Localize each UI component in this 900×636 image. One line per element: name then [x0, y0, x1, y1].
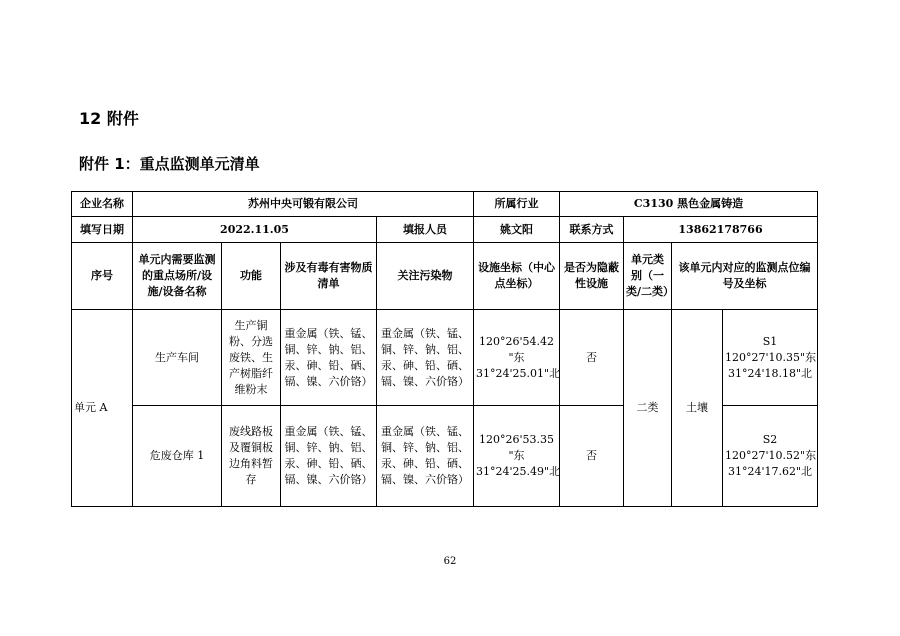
subsection-title: 附件 1：重点监测单元清单: [79, 155, 260, 173]
point-coord: 31°24'18.18"北: [727, 366, 813, 380]
table-row: [72, 310, 818, 406]
contact-value: 13862178766: [624, 217, 818, 243]
coord-line: 31°24'25.01"北: [476, 366, 561, 380]
col-coords: 设施坐标（中心点坐标）: [474, 243, 560, 310]
hidden-flag: 否: [560, 406, 624, 507]
coord-line: 120°26'53.35: [478, 433, 554, 446]
monitoring-point: [723, 310, 818, 406]
col-pollutants: 关注污染物: [377, 243, 474, 310]
function-text: 生产铜粉、分选废铁、生产树脂纤维粉末: [222, 310, 281, 406]
column-header-row: [72, 243, 818, 310]
col-substances: 涉及有毒有害物质清单: [281, 243, 377, 310]
col-site: 单元内需要监测的重点场所/设施/设备名称: [133, 243, 222, 310]
reporter-value: 姚文阳: [474, 217, 560, 243]
facility-coords: [474, 310, 560, 406]
pollutants-text: 重金属（铁、锰、铜、锌、钠、铝、汞、砷、铅、硒、镉、镍、六价铬）: [377, 406, 474, 507]
date-row: [72, 217, 818, 243]
industry-label: 所属行业: [474, 192, 560, 217]
coord-line: "东: [508, 350, 525, 364]
site-name: 危废仓库 1: [133, 406, 222, 507]
col-category: 单元类别（一类/二类）: [624, 243, 672, 310]
substances-text: 重金属（铁、锰、铜、锌、钠、铝、汞、砷、铅、硒、镉、镍、六价铬）: [281, 310, 377, 406]
company-label: 企业名称: [72, 192, 133, 217]
facility-coords: [474, 406, 560, 507]
section-title: 12 附件: [79, 109, 139, 128]
monitoring-unit-table: [71, 191, 818, 507]
coord-line: 120°26'54.42: [478, 334, 554, 348]
unit-category: 二类: [624, 310, 672, 507]
hidden-flag: 否: [560, 310, 624, 406]
point-coord: 120°27'10.52"东: [725, 449, 817, 462]
substances-text: 重金属（铁、锰、铜、锌、钠、铝、汞、砷、铅、硒、镉、镍、六价铬）: [281, 406, 377, 507]
function-text: 废线路板及覆铜板边角料暂存: [222, 406, 281, 507]
point-coord: 31°24'17.62"北: [727, 465, 813, 478]
date-label: 填写日期: [72, 217, 133, 243]
company-row: [72, 192, 818, 217]
point-id: S1: [762, 334, 778, 348]
monitoring-medium: 土壤: [672, 310, 723, 507]
col-points: 该单元内对应的监测点位编号及坐标: [672, 243, 818, 310]
reporter-label: 填报人员: [377, 217, 474, 243]
date-value: 2022.11.05: [133, 217, 377, 243]
point-coord: 120°27'10.35"东: [725, 350, 817, 364]
contact-label: 联系方式: [560, 217, 624, 243]
company-value: 苏州中央可锻有限公司: [133, 192, 474, 217]
pollutants-text: 重金属（铁、锰、铜、锌、钠、铝、汞、砷、铅、硒、镉、镍、六价铬）: [377, 310, 474, 406]
coord-line: "东: [508, 449, 525, 462]
col-function: 功能: [222, 243, 281, 310]
col-hidden: 是否为隐蔽性设施: [560, 243, 624, 310]
col-seq: 序号: [72, 243, 133, 310]
page-number: 62: [443, 556, 457, 567]
coord-line: 31°24'25.49"北: [476, 465, 561, 478]
point-id: S2: [762, 433, 778, 446]
industry-value: C3130 黑色金属铸造: [560, 192, 818, 217]
unit-label: 单元 A: [72, 310, 133, 507]
monitoring-point: [723, 406, 818, 507]
site-name: 生产车间: [133, 310, 222, 406]
